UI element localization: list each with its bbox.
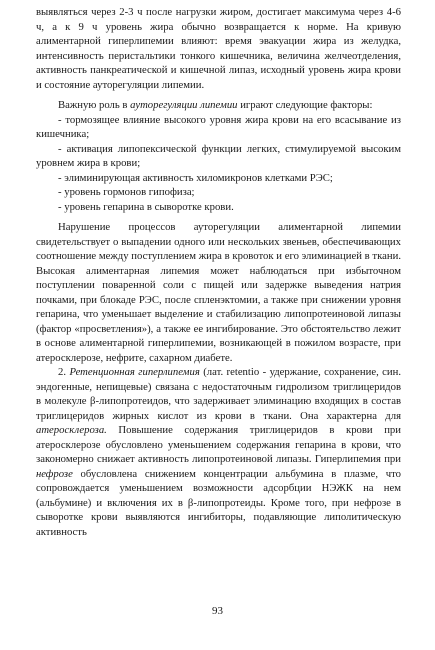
list-item-factor-3: - элиминирующая активность хиломикронов клетками РЭС; [58,171,333,184]
list-item-factor-4: - уровень гормонов гипофиза; [58,186,195,198]
emphasis-atherosclerosis: атеросклероза. [36,424,107,436]
text-run: 2. [58,366,70,378]
list-item-factor-2: - активация липопексической функции легких, стимулируемой высоким уровнем жира в крови; [36,142,401,169]
page-number: 93 [212,605,223,617]
paragraph-retention-hyperlipemia [36,365,401,539]
text-run: обусловлена снижением концентрации альбумина в плазме, что сопровождается уменьшением возможности адсорбции НЭЖК на нем (альбумине) и включения их в β-липопротеиды. Кроме того, при нефрозе в сыворотке крови выявляются ингибиторы, подавляющие липолитическую активность [36,467,401,538]
text-run: играют следующие факторы: [237,99,373,111]
emphasis-retention-hyperlipemia: Ретенционная гиперлипемия [69,366,200,378]
body-text [36,5,401,539]
paragraph-autoregulation-disorder: Нарушение процессов ауторегуляции алиментарной липемии свидетельствует о выпадении одного или нескольких звеньев, обеспечивающих соотношение между поступлением жира в кровоток и его элиминацией в ткани. Высокая алиментарная липемия может наблюдаться при избыточном поступлении поваренной соли с пищей или задержке выведения натрия почками, при блокаде РЭС, после спленэктомии, а также при снижении уровня гепарина, что уменьшает выделение и стабилизацию липопротеиновой липазы (фактор «просветления»), а также ее ингибирование. Это обстоятельство лежит в основе алиментарной гиперлипемии, возникающей в пожилом возрасте, при атеросклерозе, нефрите, сахарном диабете. [36,221,401,364]
emphasis-nephrosis: нефрозе [36,467,73,480]
text-run: Важную роль в [58,99,131,111]
paragraph-alimentary-lipemia: выявляться через 2-3 ч после нагрузки жиром, достигает максимума через 4-6 ч, а к 9 ч уровень жира обычно возвращается к норме. На кривую алиментарной гиперлипемии влияют: время эвакуации жира из желудка, интенсивность перистальтики тонкого кишечника, величина желчеотделения, активность панкреатической и кишечной липаз, исходный уровень жира крови и состояние ауторегуляции липемии. [36,6,401,91]
paragraph-autoregulation-intro [36,98,401,113]
emphasis-autoregulation: ауторегуляции липемии [130,99,238,111]
text-run: Повышение содержания триглицеридов в крови при атеросклерозе обусловлено уменьшением содержания гепарина в крови, что закономерно снижает активность липопротеиновой липазы. Гиперлипемия при [36,424,401,465]
text-run: (лат. retentio - удержание, сохранение, син. эндогенные, непищевые) связана с недостаточным гидролизом триглицеридов в молекуле β-липопротеидов, что задерживает элиминацию входящих в состав триглицеридов жирных кислот из крови в ткани. Она характерна для [36,366,402,422]
list-item-factor-1: - тормозящее влияние высокого уровня жира крови на его всасывание из кишечника; [36,113,401,140]
list-item-factor-5: - уровень гепарина в сыворотке крови. [58,200,234,213]
